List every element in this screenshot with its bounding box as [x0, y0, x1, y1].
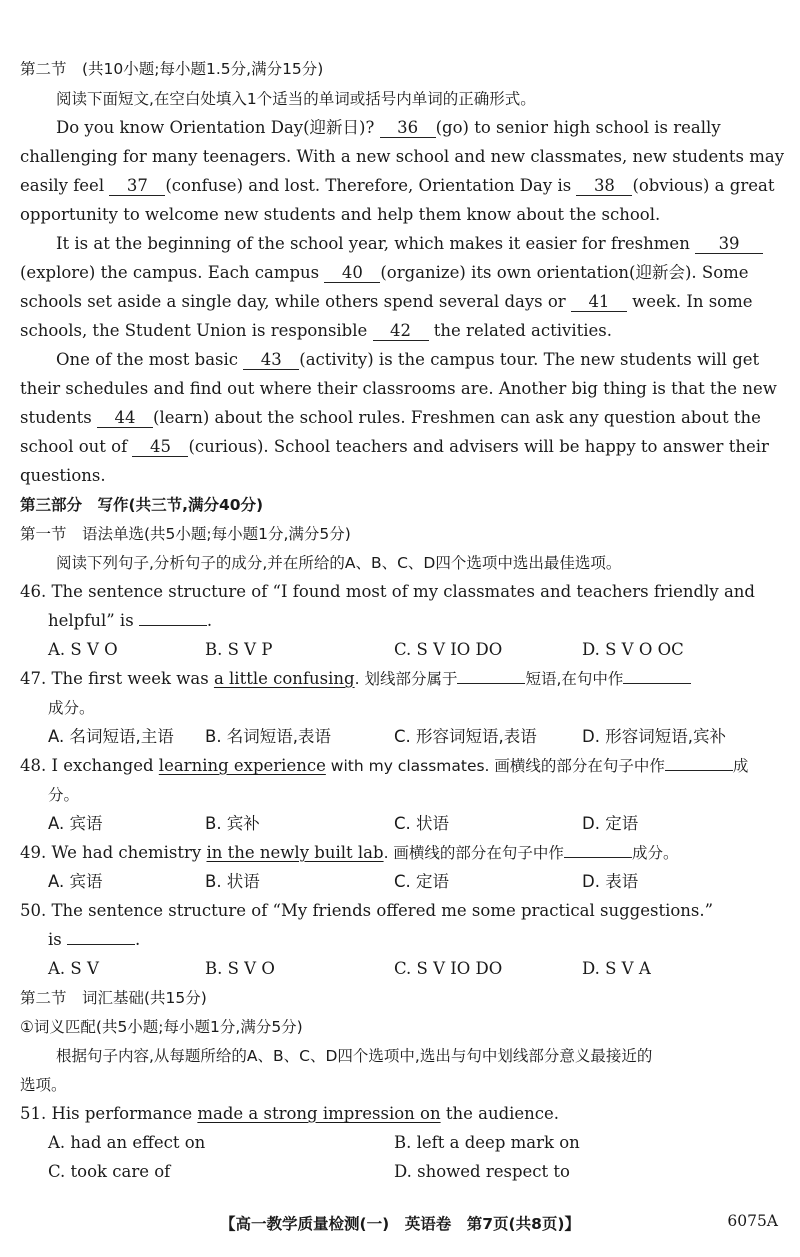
option-d[interactable]: D. 形容词短语,宾补 [582, 727, 726, 746]
option-d[interactable]: D. 表语 [582, 872, 639, 891]
footer-code: 6075A [727, 1212, 778, 1230]
question-47-cont: 成分。 [48, 699, 95, 717]
option-a[interactable]: A. S V O [48, 640, 118, 659]
option-c[interactable]: C. 状语 [394, 814, 450, 833]
blank-36[interactable]: 36 [380, 119, 436, 138]
answer-blank[interactable] [564, 857, 632, 858]
blank-38[interactable]: 38 [576, 177, 632, 196]
question-51: 51. His performance made a strong impression on the audience. [20, 1104, 560, 1123]
option-c[interactable]: C. S V IO DO [394, 959, 503, 978]
section-instruction: 阅读下面短文,在空白处填入1个适当的单词或括号内单词的正确形式。 [56, 90, 536, 108]
passage-line: One of the most basic 43 (activity) is the campus tour. The new students will get [56, 350, 760, 369]
passage-line: school out of 45 (curious). School teachers and advisers will be happy to answer their [20, 437, 769, 456]
passage-line: opportunity to welcome new students and help them know about the school. [20, 205, 661, 224]
blank-39[interactable]: 39 [695, 235, 763, 254]
question-46: 46. The sentence structure of “I found most of my classmates and teachers friendly and [20, 582, 755, 601]
blank-40[interactable]: 40 [324, 264, 380, 283]
match-instruction: 根据句子内容,从每题所给的A、B、C、D四个选项中,选出与句中划线部分意义最接近的 [56, 1047, 653, 1065]
subsection-heading: 第一节 语法单选(共5小题;每小题1分,满分5分) [20, 525, 351, 543]
passage-line: (explore) the campus. Each campus 40 (organize) its own orientation(迎新会). Some [20, 263, 749, 282]
question-49: 49. We had chemistry in the newly built lab. 画横线的部分在句子中作 成分。 [20, 843, 679, 862]
blank-37[interactable]: 37 [109, 177, 165, 196]
section-heading: 第二节 (共10小题;每小题1.5分,满分15分) [20, 60, 324, 78]
blank-43[interactable]: 43 [243, 351, 299, 370]
option-b[interactable]: B. 名词短语,表语 [205, 727, 332, 746]
option-b[interactable]: B. S V O [205, 959, 275, 978]
footer-title: 【高一教学质量检测(一) 英语卷 第7页(共8页)】 [220, 1215, 580, 1233]
passage-line: Do you know Orientation Day(迎新日)? 36 (go) to senior high school is really [56, 118, 721, 137]
option-a[interactable]: A. 宾语 [48, 814, 103, 833]
answer-blank[interactable] [139, 625, 207, 626]
option-a[interactable]: A. had an effect on [48, 1133, 206, 1152]
passage-line: It is at the beginning of the school year, which makes it easier for freshmen 39 [56, 233, 763, 255]
answer-blank[interactable] [457, 683, 525, 684]
option-d[interactable]: D. showed respect to [394, 1162, 570, 1181]
blank-45[interactable]: 45 [132, 438, 188, 457]
option-a[interactable]: A. 宾语 [48, 872, 103, 891]
option-b[interactable]: B. 宾补 [205, 814, 260, 833]
option-c[interactable]: C. 定语 [394, 872, 450, 891]
answer-blank[interactable] [67, 944, 135, 945]
blank-41[interactable]: 41 [571, 293, 627, 312]
passage-line: questions. [20, 466, 106, 485]
answer-blank[interactable] [623, 683, 691, 684]
passage-line: challenging for many teenagers. With a new school and new classmates, new students may [20, 147, 785, 166]
match-instruction-cont: 选项。 [20, 1076, 67, 1094]
option-b[interactable]: B. S V P [205, 640, 273, 659]
option-c[interactable]: C. S V IO DO [394, 640, 503, 659]
option-a[interactable]: A. S V [48, 959, 99, 978]
question-50-cont: is . [48, 930, 141, 949]
question-50: 50. The sentence structure of “My friends offered me some practical suggestions.” [20, 901, 714, 920]
question-47: 47. The first week was a little confusing. 划线部分属于 短语,在句中作 [20, 668, 691, 690]
subsection-instruction: 阅读下列句子,分析句子的成分,并在所给的A、B、C、D四个选项中选出最佳选项。 [56, 554, 622, 572]
passage-line: schools set aside a single day, while others spend several days or 41 week. In some [20, 292, 753, 311]
option-b[interactable]: B. left a deep mark on [394, 1133, 580, 1152]
question-48: 48. I exchanged learning experience with my classmates. 画横线的部分在句子中作 成 [20, 756, 749, 775]
passage-line: schools, the Student Union is responsible 42 the related activities. [20, 321, 612, 340]
option-c[interactable]: C. 形容词短语,表语 [394, 727, 537, 746]
match-heading: ①词义匹配(共5小题;每小题1分,满分5分) [20, 1018, 303, 1036]
blank-44[interactable]: 44 [97, 409, 153, 428]
option-d[interactable]: D. S V A [582, 959, 651, 978]
answer-blank[interactable] [665, 770, 733, 771]
question-48-cont: 分。 [48, 786, 80, 804]
question-46-cont: helpful” is . [48, 611, 213, 630]
option-c[interactable]: C. took care of [48, 1162, 171, 1181]
passage-line: their schedules and find out where their classrooms are. Another big thing is that the new [20, 379, 777, 398]
passage-line: students 44 (learn) about the school rules. Freshmen can ask any question about the [20, 408, 761, 427]
passage-line: easily feel 37 (confuse) and lost. Therefore, Orientation Day is 38 (obvious) a great [20, 176, 775, 195]
blank-42[interactable]: 42 [373, 322, 429, 341]
option-b[interactable]: B. 状语 [205, 872, 260, 891]
option-a[interactable]: A. 名词短语,主语 [48, 727, 174, 746]
subsection-heading: 第二节 词汇基础(共15分) [20, 989, 207, 1007]
part-heading: 第三部分 写作(共三节,满分40分) [20, 496, 264, 514]
option-d[interactable]: D. S V O OC [582, 640, 684, 659]
option-d[interactable]: D. 定语 [582, 814, 639, 833]
